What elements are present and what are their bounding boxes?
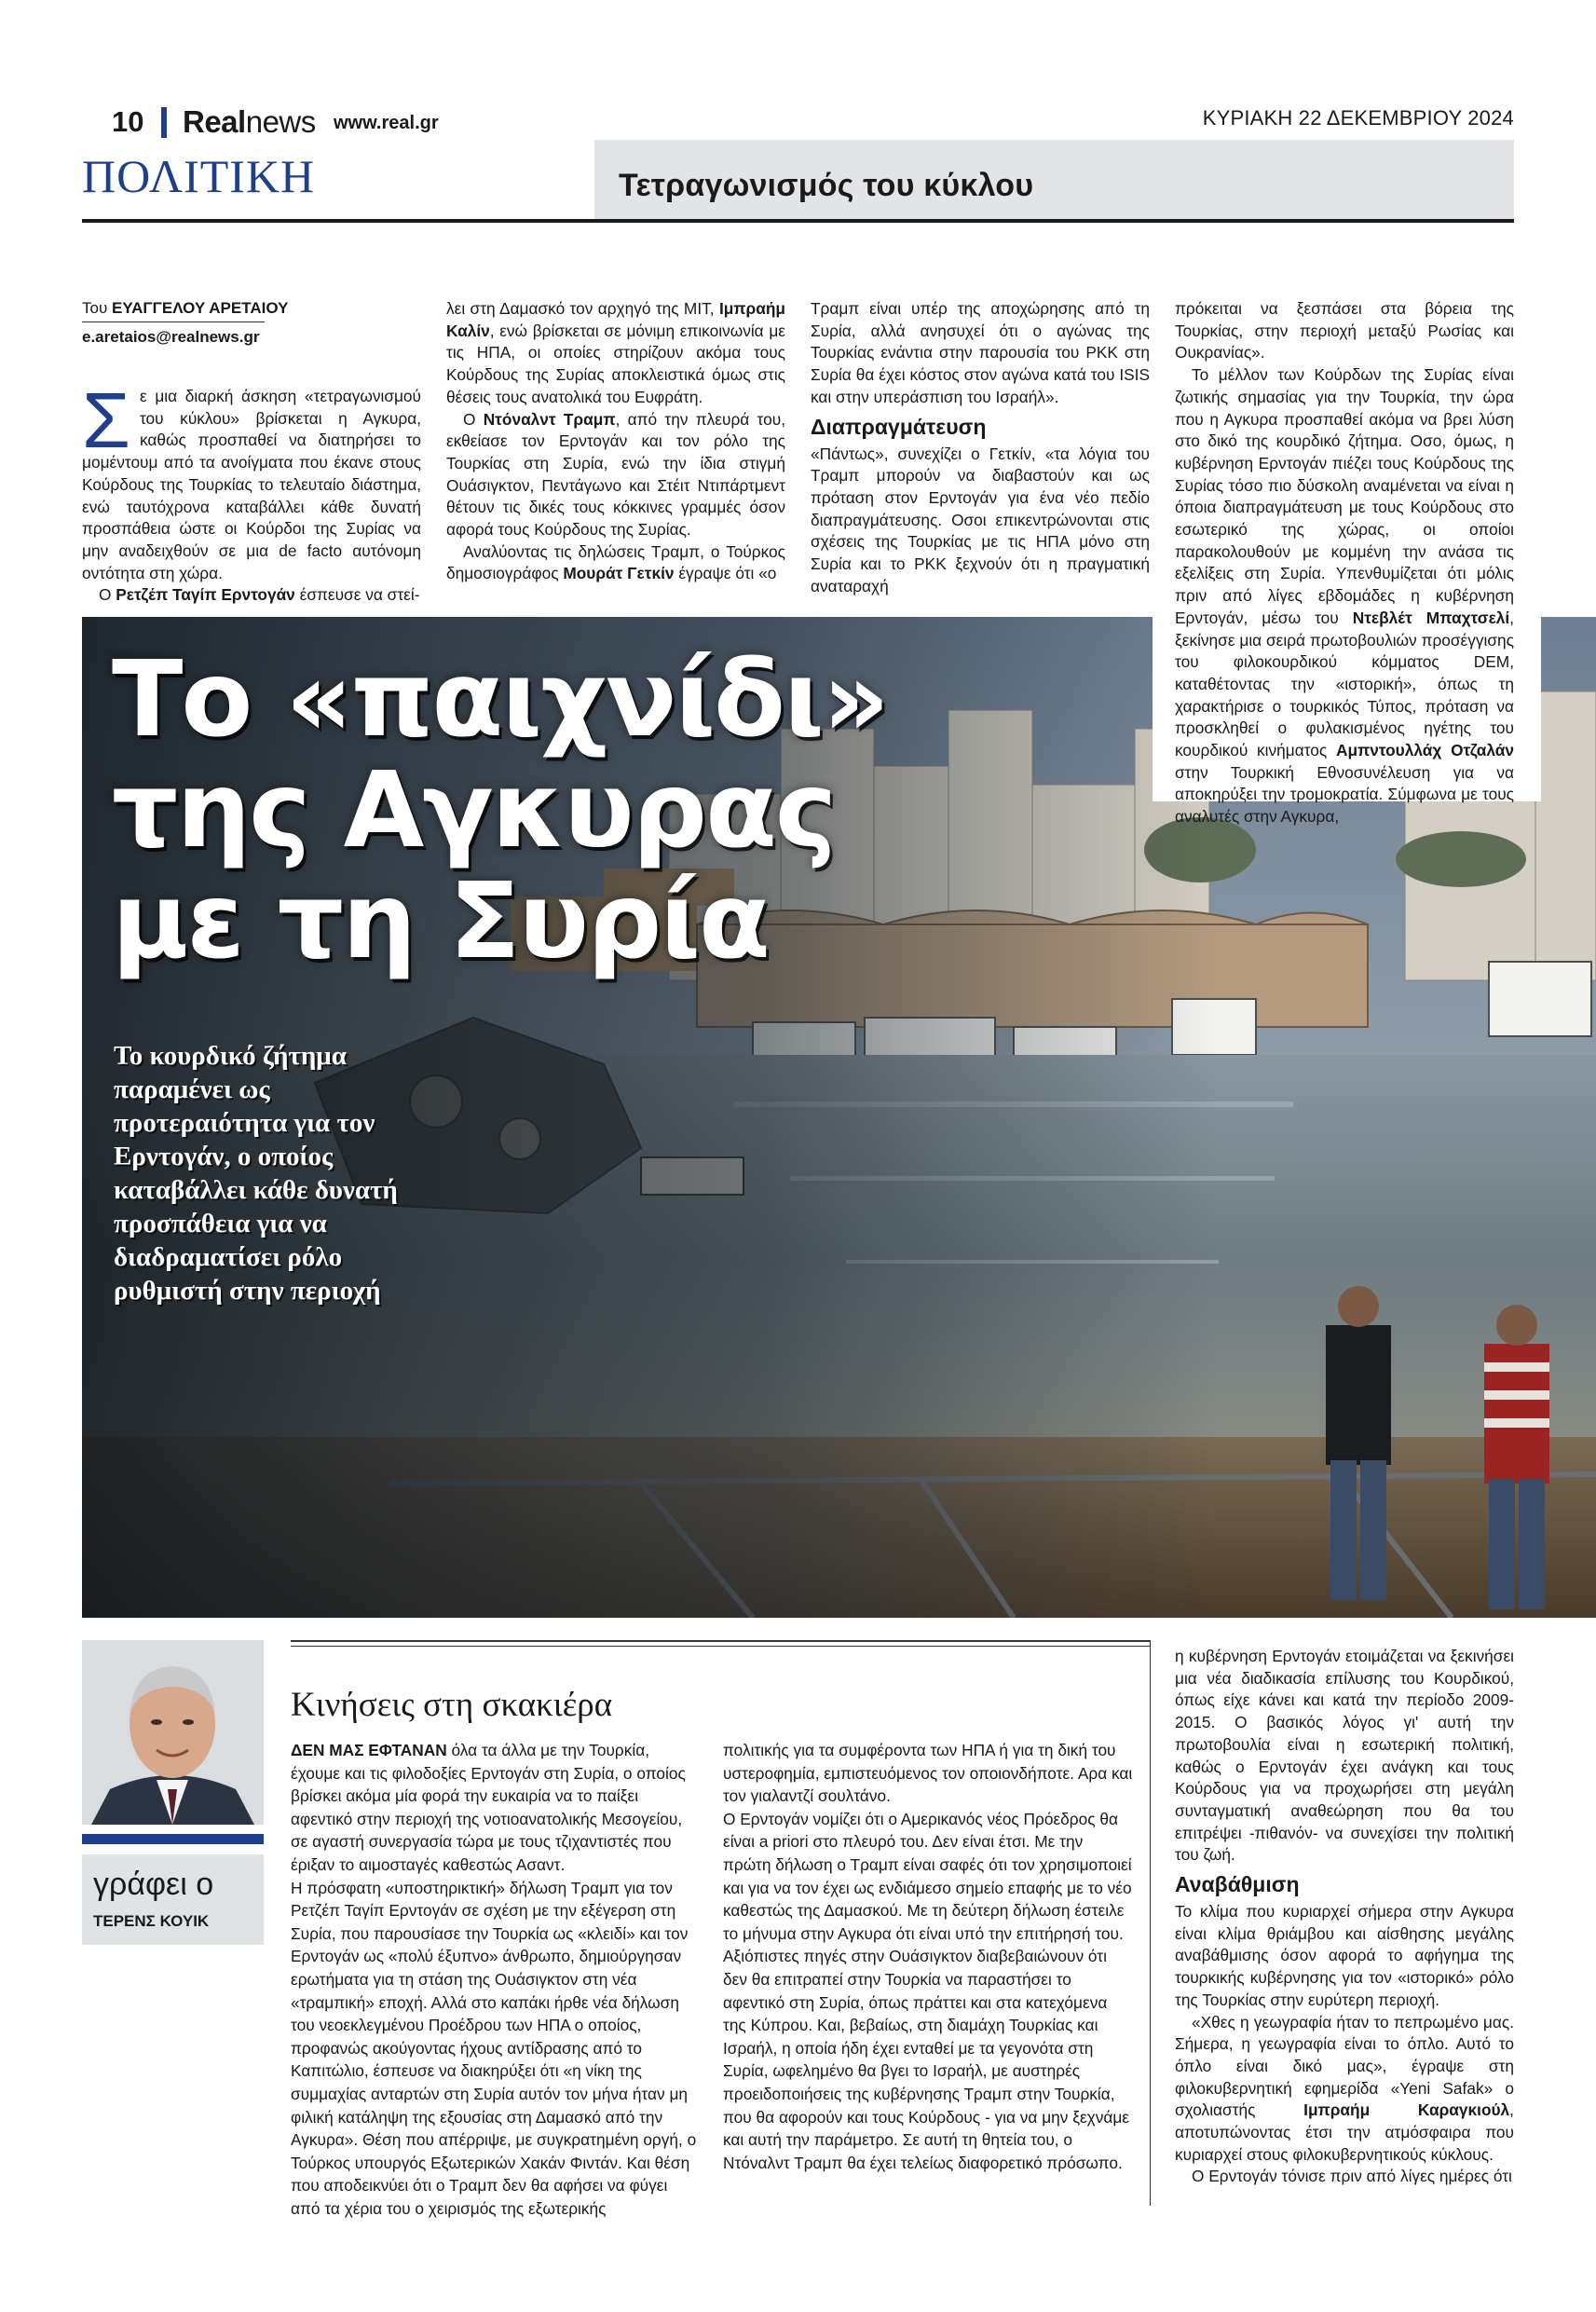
header-rule	[82, 219, 1514, 223]
article-paragraph: Τραμπ είναι υπέρ της αποχώρησης από τη Συρία, αλλά ανησυχεί ότι ο αγώνας της Τουρκίας ενάντια στην παρουσία του PKK στη Συρία θα έχει κόστος στον αγώνα κατά του ISIS και στην υπεράσπιση του Ισραήλ».	[811, 299, 1150, 406]
opinion-top-rule	[291, 1640, 1150, 1647]
header-divider	[161, 107, 167, 138]
headline-line: με τη Συρία	[112, 861, 769, 982]
byline	[82, 299, 288, 318]
article-column-2	[446, 298, 785, 585]
article-paragraph: Ο Ρετζέπ Ταγίπ Ερντογάν έσπευσε να στεί-	[99, 585, 420, 605]
subheading: Αναβάθμιση	[1175, 1872, 1300, 1897]
brand-logo	[183, 104, 316, 140]
article-paragraph: Ο Ερντογάν τόνισε πριν από λίγες ημέρες ότι	[1192, 2167, 1512, 2186]
article-paragraph: Το κλίμα που κυριαρχεί σήμερα στην Αγκυρα είναι κλίμα θριάμβου και αίσθησης μεγάλης αναβάθμισης όσον αφορά το αφήγημα της τουρκικής κυβέρνησης για τον «ιστορικό» ρόλο της Τουρκίας στην ευρύτερη περιοχή.	[1175, 1902, 1514, 2009]
brand-bold: Real	[183, 104, 246, 139]
drop-cap: Σ	[82, 376, 130, 464]
headline-line: της Αγκυρας	[112, 750, 836, 871]
article-column-4	[1175, 298, 1514, 828]
opinion-author: ΤΕΡΕΝΣ ΚΟΥΙΚ	[93, 1912, 210, 1930]
opinion-divider	[1150, 1640, 1151, 2206]
article-paragraph: «Πάντως», συνεχίζει ο Γετκίν, «τα λόγια του Τραμπ μπορούν να διαβαστούν και ως πρόταση στον Ερντογάν για ένα νέο πεδίο διαπραγμάτευσης. Οσοι επικεντρώνονται στις σχέσεις της Τουρκίας με τις ΗΠΑ μόνο στη Συρία και το PKK ξεχνούν ότι η πραγματική αναταραχή	[811, 444, 1150, 595]
subheadline: Το κουρδικό ζήτημα παραμένει ως προτεραιότητα για τον Ερντογάν, ο οποίος καταβάλλει κάθε δυνατή προσπάθεια για να διαδραματίσει ρόλο ρυθμιστή στην περιοχή	[114, 1041, 398, 1306]
article-paragraph: Σε μια διαρκή άσκηση «τετραγωνισμού του κύκλου» βρίσκεται η Αγκυρα, καθώς προσπαθεί να διατηρήσει το μομέντουμ από τα ανοίγματα που έκανε στους Κούρδους της Τουρκίας το τελευταίο διάστημα, ενώ ταυτόχρονα καταβάλλει κάθε δυνατή προσπάθεια ώστε οι Κούρδοι της Συρίας να μην αναδειχθούν σε μια de facto αυτόνομη οντότητα στη χώρα.	[82, 376, 421, 582]
article-column-3	[811, 298, 1150, 597]
opinion-title: Κινήσεις στη σκακιέρα	[291, 1686, 613, 1724]
byline-prefix: Του	[82, 299, 108, 317]
article-column-1	[82, 376, 421, 607]
headline-line: Το «παιχνίδι»	[112, 639, 888, 760]
article-paragraph: «Χθες η γεωγραφία ήταν το πεπρωμένο μας. Σήμερα, η γεωγραφία είναι το όπλο. Αυτό το όπλο είναι δικό μας», έγραψε στη φιλοκυβερνητική εφημερίδα «Yeni Safak» ο σχολιαστής Ιμπραήμ Καραγκιούλ, αποτυπώνοντας έτσι την ατμόσφαιρα που κυριαρχεί στους φιλοκυβερνητικούς κύκλους.	[1175, 2012, 1514, 2164]
author-email: e.aretaios@realnews.gr	[82, 328, 260, 346]
article-paragraph: Το μέλλον των Κούρδων της Συρίας είναι ζωτικής σημασίας για την Τουρκία, την ώρα που η Αγκυρα προσπαθεί ακόμα να βρει λύση στο δικό της κουρδικό ζήτημα. Οσο, όμως, η κυβέρνηση Ερντογάν πιέζει τους Κούρδους της Συρίας τόσο πιο δύσκολη αναμένεται να είναι η όποια διαπραγμάτευση με τους Κούρδους στο εσωτερικό της χώρας, οι οποίοι παρακολουθούν με κομμένη την ανάσα τις εξελίξεις στη Συρία. Υπενθυμίζεται ότι μόλις πριν από λίγες εβδομάδες η κυβέρνηση Ερντογάν, μέσω του Ντεβλέτ Μπαχτσελί, ξεκίνησε μια σειρά πρωτοβουλιών προσέγγισης του φιλοκουρδικού κόμματος DEM, καταθέτοντας την «ιστορική», όπως τη χαρακτήρισε ο τουρκικός Τύπος, πρόταση να προσκληθεί ο φυλακισμένος ηγέτης του κουρδικού κινήματος Αμπντουλλάχ Οτζαλάν στην Τουρκική Εθνοσυνέλευση για να αποκηρύξει την τρομοκρατία. Σύμφωνα με τους αναλυτές στην Αγκυρα,	[1175, 365, 1515, 827]
brand-thin: news	[245, 104, 316, 139]
author-rule	[82, 1834, 264, 1844]
author-portrait	[82, 1640, 264, 1825]
opinion-paragraph: πολιτικής για τα συμφέροντα των ΗΠΑ ή για τη δική του υστεροφημία, εμπιστευόμενος τον οποιονδήποτε. Αρα και τον γιαλαντζί σουλτάνο.	[723, 1741, 1133, 1806]
writes-label: γράφει ο	[93, 1867, 214, 1902]
opinion-column-1	[291, 1739, 701, 2220]
section-title: ΠΟΛΙΤΙΚΗ	[82, 150, 316, 202]
article-column-5	[1175, 1646, 1514, 2188]
subheading: Διαπραγμάτευση	[811, 414, 987, 439]
page-number: 10	[112, 105, 144, 138]
main-headline	[112, 639, 888, 982]
byline-author: ΕΥΑΓΓΕΛΟΥ ΑΡΕΤΑΙΟΥ	[112, 299, 289, 317]
issue-date: ΚΥΡΙΑΚΗ 22 ΔΕΚΕΜΒΡΙΟΥ 2024	[1202, 106, 1514, 130]
opinion-paragraph: Ο Ερντογάν νομίζει ότι ο Αμερικανός νέος Πρόεδρος θα είναι a priori στο πλευρό του. Δεν είναι έτσι. Με την πρώτη δήλωση ο Τραμπ είναι σαφές ότι τον χρησιμοποιεί και για να τον έχει ως ενδιάμεσο σημείο επαφής με το νέο καθεστώς της Δαμασκού. Με τη δεύτερη δήλωση έστειλε το μήνυμα στην Αγκυρα ότι είναι υπό την επιτήρησή του. Αξιόπιστες πηγές στην Ουάσιγκτον διαβεβαιώνουν ότι δεν θα επιτραπεί στην Τουρκία να παραστήσει το αφεντικό στη Συρία, όπως πράττει και στα κατεχόμενα της Κύπρου. Και, βεβαίως, στη διαμάχη Τουρκίας και Ισραήλ, η οποία ήδη έχει ενταθεί με τα γεγονότα στη Συρία, ωφελημένο θα βγει το Ισραήλ, με αυστηρές προειδοποιήσεις της κυβέρνησης Τραμπ στην Τουρκία, που θα αφορούν και τους Κούρδους - για να μην ξεχνάμε και αυτή την παράμετρο. Σε αυτή τη θητεία του, ο Ντόναλντ Τραμπ θα έχει τελείως διαφορετικό πρόσωπο.	[723, 1809, 1132, 2172]
article-paragraph: Ο Ντόναλντ Τραμπ, από την πλευρά του, εκθείασε τον Ερντογάν και τον ρόλο της Τουρκίας στη Συρία, ενώ την ίδια στιγμή Ουάσιγκτον, Πεντάγωνο και Στέιτ Ντιπάρτμεντ θέτουν τις δικές τους κόκκινες γραμμές όσον αφορά τους Κούρδους της Συρίας.	[446, 409, 785, 540]
article-paragraph: η κυβέρνηση Ερντογάν ετοιμάζεται να ξεκινήσει μια νέα διαδικασία επίλυσης του Κουρδικού, όπως είχε κάνει και κατά την περίοδο 2009-2015. Ο βασικός λόγος γι' αυτή την πρωτοβουλία είναι η εσωτερική πολιτική, καθώς ο Ερντογάν έχει ανάγκη και τους Κούρδους για να προχωρήσει στη μεγάλη συνταγματική αναθεώρηση που θα του επιτρέψει -πιθανόν- να συνεχίσει την πολιτική του ζωή.	[1175, 1647, 1514, 1865]
article-paragraph: λει στη Δαμασκό τον αρχηγό της ΜΙΤ, Ιμπραήμ Καλίν, ενώ βρίσκεται σε μόνιμη επικοινωνία με τις ΗΠΑ, οι οποίες στηρίζουν ακόμα τους Κούρδους της Συρίας αποκλειστικά όμως στις θέσεις τους ανατολικά του Ευφράτη.	[446, 299, 785, 406]
article-paragraph: πρόκειται να ξεσπάσει στα βόρεια της Τουρκίας, στην περιοχή μεταξύ Ρωσίας και Ουκρανίας».	[1175, 299, 1514, 363]
opinion-paragraph: ΔΕΝ ΜΑΣ ΕΦΤΑΝΑΝ όλα τα άλλα με την Τουρκία, έχουμε και τις φιλοδοξίες Ερντογάν στη Συρία, ο οποίος βρίσκει ακόμα μία φορά την ευκαιρία να το παίξει αφεντικό στην περιοχή της νοτιοανατολικής Μεσογείου, σε αγαστή συνεργασία τώρα με τους τζιχαντιστές που έριξαν το αιμοσταγές καθεστώς Ασαντ.	[291, 1741, 686, 1874]
topic-title: Τετραγωνισμός του κύκλου	[619, 168, 1034, 203]
article-paragraph: Αναλύοντας τις δηλώσεις Τραμπ, ο Τούρκος δημοσιογράφος Μουράτ Γετκίν έγραψε ότι «ο	[446, 541, 785, 583]
byline-rule	[82, 321, 265, 322]
opinion-column-2	[723, 1739, 1133, 2174]
website: www.real.gr	[334, 113, 439, 133]
opinion-paragraph: Η πρόσφατη «υποστηρικτική» δήλωση Τραμπ για τον Ρετζέπ Ταγίπ Ερντογάν σε σχέση με την εξέγερση στη Συρία, που παρουσίασε την Τουρκία ως «κλειδί» και τον Ερντογάν ως «πολύ έξυπνο» άνθρωπο, δημιούργησαν ερωτήματα για τη στάση της Ουάσιγκτον στη νέα «τραμπική» εποχή. Αλλά στο καπάκι ήρθε νέα δήλωση του νεοεκλεγμένου Προέδρου των ΗΠΑ ο οποίος, προφανώς ακούγοντας ήχους αντίδρασης από το Καπιτώλιο, έσπευσε να διακηρύξει ότι «η νίκη της συμμαχίας ανταρτών στη Συρία αυτόν τον μήνα ήταν μη φιλική κατάληψη της εξουσίας στη Δαμασκό από την Αγκυρα». Θέση που απέρριψε, με συγκρατημένη οργή, ο Τούρκος υπουργός Εξωτερικών Χακάν Φιντάν. Και θέση που αποδεικνύει ότι ο Τραμπ δεν θα αφήσει να φύγει από τα χέρια του ο χειρισμός της εξωτερικής	[291, 1878, 697, 2218]
